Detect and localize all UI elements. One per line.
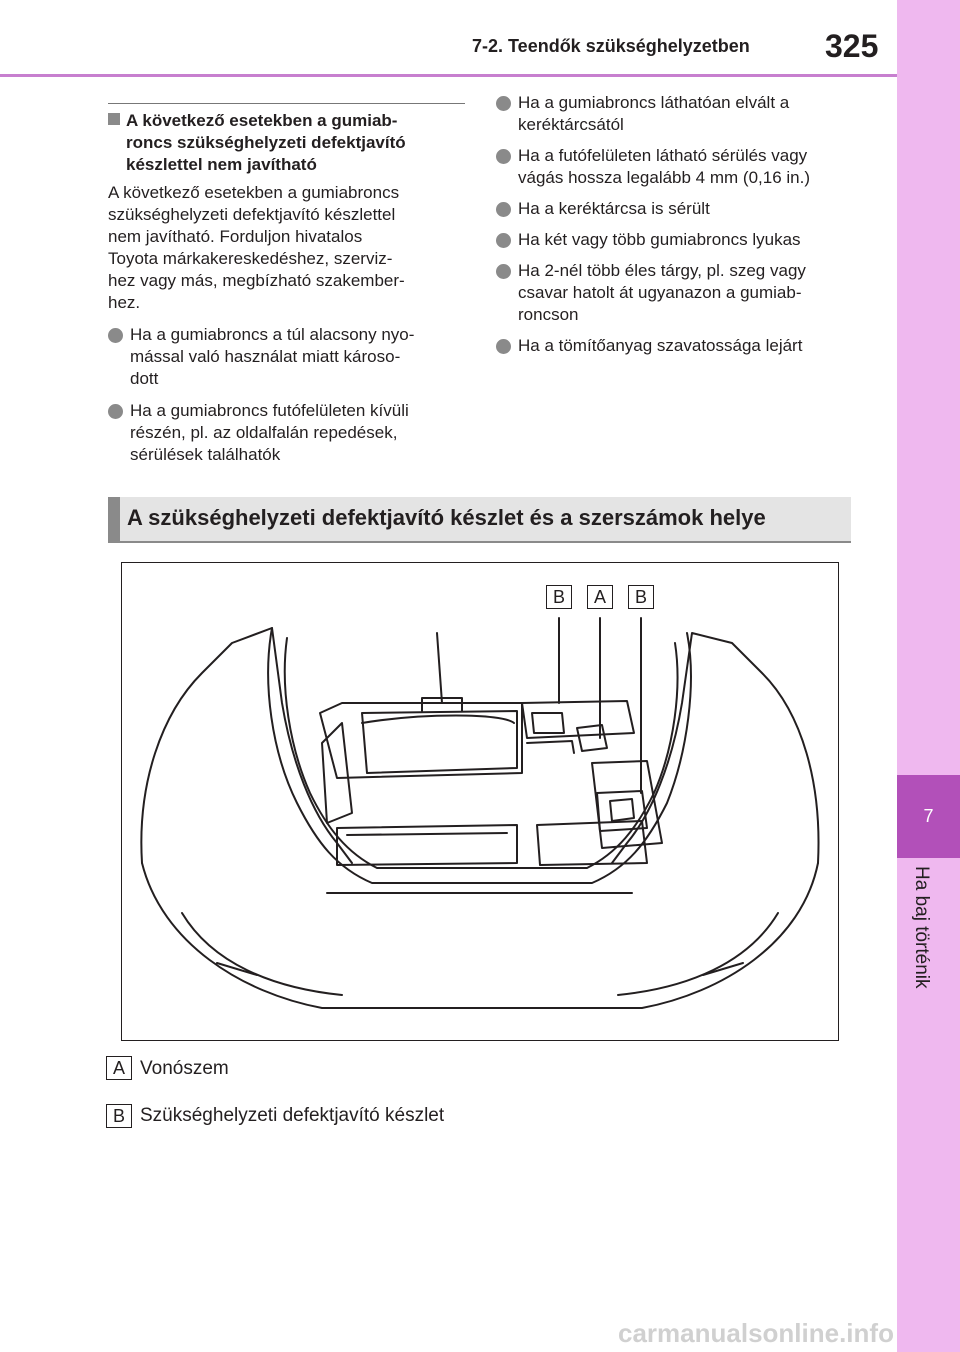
- bullet-dot-icon: [496, 202, 511, 217]
- figure-callout: B: [628, 585, 654, 609]
- legend-text: Vonószem: [140, 1058, 229, 1079]
- bullet-dot-icon: [496, 149, 511, 164]
- legend-text: Szükséghelyzeti defektjavító készlet: [140, 1105, 445, 1126]
- section-title: 7-2. Teendők szükséghelyzetben: [472, 36, 750, 56]
- bullet-dot-icon: [108, 404, 123, 419]
- legend-letter: B: [106, 1104, 132, 1128]
- list-item: Ha 2-nél több éles tárgy, pl. szeg vagy csavar hatolt át ugyanazon a gumiab- roncson: [496, 260, 856, 326]
- chapter-number-tab[interactable]: [897, 775, 960, 858]
- paragraph: A következő esetekben a gumiabroncs szükséghelyzeti defektjavító készlettel nem javítható. Forduljon hivatalos Toyota márkakereskedéshez, szerviz- hez vagy más, megbízható szakember- hez.: [108, 183, 405, 312]
- bullet-dot-icon: [108, 328, 123, 343]
- square-bullet-icon: [108, 113, 120, 125]
- page-number: 325: [825, 28, 879, 64]
- figure-callout: B: [546, 585, 572, 609]
- bullet-dot-icon: [496, 264, 511, 279]
- left-column: [108, 110, 468, 466]
- bullet-dot-icon: [496, 96, 511, 111]
- chapter-number: 7: [923, 806, 934, 826]
- header-rule: [0, 74, 897, 77]
- section-heading-underline: [108, 541, 851, 543]
- trunk-drawing: [122, 563, 838, 1040]
- sidebar-tab-background: [897, 0, 960, 775]
- subsection-heading: A következő esetekben a gumiab- roncs szükséghelyzeti defektjavító készlettel nem javítható: [108, 110, 468, 176]
- bullet-dot-icon: [496, 339, 511, 354]
- section-heading-accent: [108, 497, 120, 541]
- watermark: carmanualsonline.info: [618, 1318, 894, 1348]
- list-item: Ha a gumiabroncs a túl alacsony nyo- mással való használat miatt károso- dott: [108, 324, 468, 390]
- bullet-dot-icon: [496, 233, 511, 248]
- subsection-rule: [108, 103, 465, 104]
- list-item: Ha két vagy több gumiabroncs lyukas: [496, 229, 856, 251]
- list-item: Ha a futófelületen látható sérülés vagy vágás hossza legalább 4 mm (0,16 in.): [496, 145, 856, 189]
- figure-callout: A: [587, 585, 613, 609]
- list-item: Ha a tömítőanyag szavatossága lejárt: [496, 335, 856, 357]
- list-item: Ha a gumiabroncs láthatóan elvált a keréktárcsától: [496, 92, 856, 136]
- section-heading: A szükséghelyzeti defektjavító készlet és a szerszámok helye: [127, 505, 766, 530]
- legend-letter: A: [106, 1056, 132, 1080]
- list-item: Ha a gumiabroncs futófelületen kívüli részén, pl. az oldalfalán repedések, sérülések találhatók: [108, 400, 468, 466]
- chapter-label: Ha baj történik: [911, 866, 932, 989]
- list-item: Ha a keréktárcsa is sérült: [496, 198, 856, 220]
- trunk-illustration: [121, 562, 839, 1041]
- right-column: [496, 92, 856, 357]
